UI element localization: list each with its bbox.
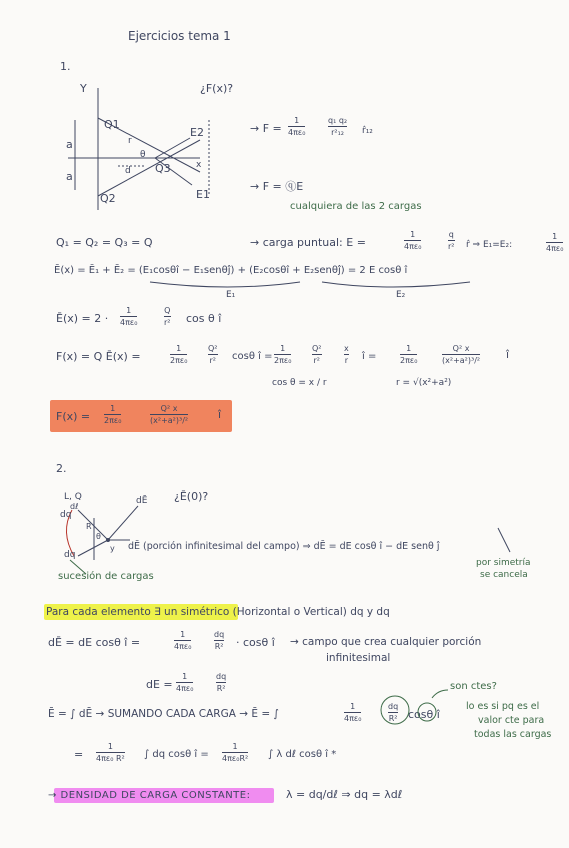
distance-a-bottom-label: a bbox=[66, 170, 73, 183]
charges-equal: Q₁ = Q₂ = Q₃ = Q bbox=[56, 236, 153, 249]
angle-theta-label: θ bbox=[140, 150, 146, 160]
distance-a-top-label: a bbox=[66, 138, 73, 151]
field-e1-label: E1 bbox=[196, 188, 210, 201]
de-frac-2: dq R² bbox=[214, 630, 225, 651]
para-cada-note: Para cada elemento ∃ un simétrico (Horizontal o Vertical) dq y dq bbox=[46, 606, 390, 618]
field-double-frac-1: 1 4πε₀ bbox=[120, 306, 138, 327]
force-chain-frac-4: Q² r² bbox=[312, 344, 322, 365]
result-frac-1: 1 2πε₀ bbox=[104, 404, 122, 425]
point-charge-frac-2: q r² bbox=[448, 230, 455, 251]
exercise-1-number: 1. bbox=[60, 60, 71, 73]
underbrace-e2: E₂ bbox=[396, 290, 406, 300]
axis-x-label: x bbox=[196, 160, 202, 170]
field-e2-label: E2 bbox=[190, 126, 204, 139]
point-charge-frac-3: 1 4πε₀ bbox=[546, 232, 564, 253]
force-chain-frac-5: x r bbox=[344, 344, 349, 365]
de-equation-lhs: dĒ = dE cosθ î = bbox=[48, 636, 141, 649]
de-frac-1: 1 4πε₀ bbox=[174, 630, 192, 651]
page-title: Ejercicios tema 1 bbox=[128, 29, 231, 43]
de2-lhs: dE = bbox=[146, 678, 173, 691]
dq-bottom-label: dq bbox=[64, 550, 76, 560]
point-charge-frac-1: 1 4πε₀ bbox=[404, 230, 422, 251]
field-double-lhs: Ē(x) = 2 · bbox=[56, 312, 109, 325]
force-frac-1: 1 4πε₀ bbox=[288, 116, 306, 137]
force-qe-note: cualquiera de las 2 cargas bbox=[290, 201, 422, 212]
force-chain-frac-2: Q² r² bbox=[208, 344, 218, 365]
field-double-frac-2: Q r² bbox=[164, 306, 171, 327]
exercise-2-number: 2. bbox=[56, 462, 67, 475]
axis-y2-label: y bbox=[110, 544, 115, 553]
final-tail: ∫ λ dℓ cosθ î * bbox=[268, 749, 337, 760]
son-ctes-note: son ctes? bbox=[450, 681, 497, 692]
charge-q2-label: Q2 bbox=[100, 192, 116, 205]
force-chain-frac-7: Q² x (x²+a²)³/² bbox=[442, 344, 481, 365]
force-qe: → F = ⓠE bbox=[250, 180, 304, 193]
succession-note: sucesión de cargas bbox=[58, 571, 154, 582]
note-si-1: lo es si pq es el bbox=[466, 701, 540, 712]
integral-tail: cosθ î bbox=[408, 708, 440, 721]
result-frac-2: Q² x (x²+a²)³/² bbox=[150, 404, 189, 425]
density-label: → DENSIDAD DE CARGA CONSTANTE: bbox=[48, 790, 251, 801]
symmetry-note-1: por simetría bbox=[476, 558, 531, 568]
force-unit-vector: r̂₁₂ bbox=[362, 126, 373, 136]
force-chain-end: î bbox=[506, 348, 510, 361]
result-unit: î bbox=[218, 408, 222, 421]
force-chain-frac-1: 1 2πε₀ bbox=[170, 344, 188, 365]
cos-theta-note: cos θ = x / r bbox=[272, 378, 327, 388]
force-chain-frac-6: 1 2πε₀ bbox=[400, 344, 418, 365]
charge-lq-label: L, Q bbox=[64, 492, 82, 502]
integral-frac-1: 1 4πε₀ bbox=[344, 702, 362, 723]
integral-frac-2: dq R² bbox=[388, 702, 399, 723]
final-lhs: = bbox=[74, 748, 84, 761]
distance-r-label: r bbox=[128, 136, 132, 146]
force-lhs: → F = bbox=[250, 122, 282, 135]
symmetry-note-2: se cancela bbox=[480, 570, 528, 580]
note-si-2: valor cte para bbox=[478, 715, 545, 726]
axis-y-label: Y bbox=[80, 82, 87, 95]
force-chain-lhs: F(x) = Q Ē(x) = bbox=[56, 350, 141, 363]
underbrace-e1: E₁ bbox=[226, 290, 236, 300]
campo-note-1: → campo que crea cualquier porción bbox=[290, 636, 482, 648]
result-lhs: F(x) = bbox=[56, 410, 91, 423]
dl-label: dℓ bbox=[70, 502, 79, 511]
final-frac-1: 1 4πε₀ R² bbox=[96, 742, 125, 763]
point-charge-label: → carga puntual: E = bbox=[250, 236, 366, 249]
force-frac-2: q₁ q₂ r²₁₂ bbox=[328, 116, 348, 137]
force-chain-mid: cosθ î = bbox=[232, 351, 273, 362]
angle-theta2-label: θ bbox=[96, 532, 101, 541]
de-vector-label: dĒ bbox=[136, 496, 148, 506]
exercise-2-question: ¿Ē(0)? bbox=[174, 490, 209, 503]
de-equation-tail: · cosθ î bbox=[236, 636, 275, 649]
field-double-tail: cos θ î bbox=[186, 312, 222, 325]
campo-note-2: infinitesimal bbox=[326, 652, 391, 664]
r-note: r = √(x²+a²) bbox=[396, 378, 452, 388]
de2-frac-1: 1 4πε₀ bbox=[176, 672, 194, 693]
final-mid: ∫ dq cosθ î = bbox=[144, 749, 209, 760]
point-charge-tail: r̂ ⇒ E₁=E₂: bbox=[466, 240, 513, 250]
charge-q3-label: Q3 bbox=[155, 162, 171, 175]
charge-q1-label: Q1 bbox=[104, 118, 120, 131]
note-si-3: todas las cargas bbox=[474, 729, 552, 740]
final-frac-2: 1 4πε₀R² bbox=[222, 742, 249, 763]
field-sum-equation: Ē(x) = Ē₁ + Ē₂ = (E₁cosθî − E₁senθĵ) + (E₂cosθî + E₂senθĵ) = 2 E cosθ î bbox=[54, 265, 408, 276]
integral-line: Ē = ∫ dĒ → SUMANDO CADA CARGA → Ē = ∫ bbox=[48, 708, 279, 720]
distance-d-label: d bbox=[125, 166, 131, 176]
radius-r-label: R bbox=[86, 522, 92, 531]
de-infinitesimal-note: dĒ (porción infinitesimal del campo) ⇒ dĒ = dE cosθ î − dE senθ ĵ bbox=[128, 541, 440, 552]
density-equation: λ = dq/dℓ ⇒ dq = λdℓ bbox=[286, 788, 403, 801]
dq-top-label: dq bbox=[60, 510, 72, 520]
force-chain-eq2: î = bbox=[362, 351, 377, 362]
exercise-1-question: ¿F(x)? bbox=[200, 82, 234, 95]
force-chain-frac-3: 1 2πε₀ bbox=[274, 344, 292, 365]
de2-frac-2: dq R² bbox=[216, 672, 227, 693]
